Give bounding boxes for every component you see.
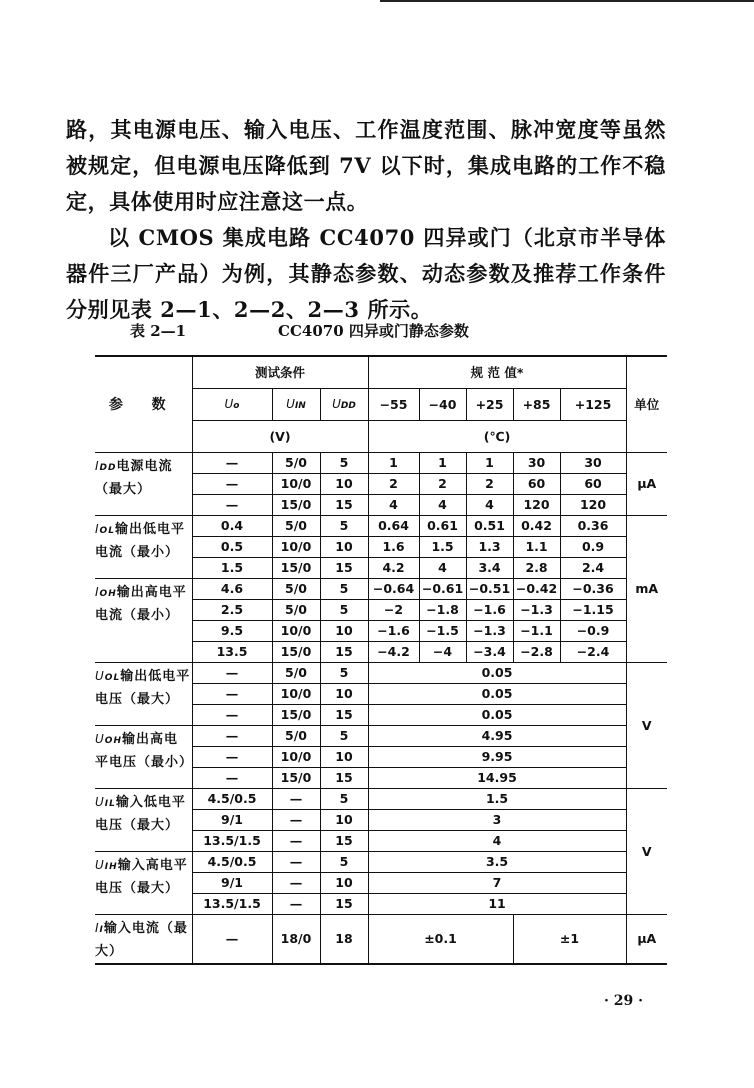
cond-cell-udd: 10 <box>320 621 368 642</box>
value-cell: 1.1 <box>513 537 560 558</box>
value-cell: −4 <box>419 642 466 663</box>
cond-cell-udd: 5 <box>320 852 368 873</box>
param-label <box>95 789 192 852</box>
value-cell-split: ±0.1 <box>368 915 513 965</box>
value-cell: 0.36 <box>560 516 626 537</box>
value-cell: 2.4 <box>560 558 626 579</box>
table-row <box>95 579 667 600</box>
value-cell: 4.2 <box>368 558 419 579</box>
cond-cell-uo: — <box>192 495 272 516</box>
value-cell: 30 <box>513 453 560 474</box>
value-cell: −1.15 <box>560 600 626 621</box>
subscript: I <box>99 925 104 935</box>
cond-cell-uo: 0.4 <box>192 516 272 537</box>
value-cell: 0.64 <box>368 516 419 537</box>
value-cell: −0.51 <box>466 579 513 600</box>
value-cell-merged: 4 <box>368 831 626 852</box>
value-cell-merged: 4.95 <box>368 726 626 747</box>
param-label <box>95 852 192 915</box>
table-number: 表 2—1 <box>130 322 187 340</box>
value-cell: −1.3 <box>466 621 513 642</box>
cond-cell-uo: 4.6 <box>192 579 272 600</box>
value-cell: −1.5 <box>419 621 466 642</box>
cond-cell-udd: 15 <box>320 495 368 516</box>
value-cell-merged: 14.95 <box>368 768 626 789</box>
value-cell: 30 <box>560 453 626 474</box>
cond-cell-uin: 15/0 <box>272 495 320 516</box>
table-row <box>95 789 667 810</box>
cond-cell-uin: 5/0 <box>272 579 320 600</box>
cond-cell-uin: 5/0 <box>272 726 320 747</box>
cond-cell-uin: 18/0 <box>272 915 320 965</box>
value-cell: 0.42 <box>513 516 560 537</box>
cond-cell-udd: 5 <box>320 516 368 537</box>
param-text: 输出低电平电压（最大） <box>95 669 191 707</box>
value-cell: 60 <box>513 474 560 495</box>
cond-cell-udd: 18 <box>320 915 368 965</box>
param-label <box>95 663 192 726</box>
param-text: 电源电流（最大） <box>95 459 173 497</box>
cond-cell-uo: 2.5 <box>192 600 272 621</box>
value-cell: 1 <box>368 453 419 474</box>
value-cell: 1 <box>419 453 466 474</box>
cond-cell-uo: 1.5 <box>192 558 272 579</box>
cond-cell-uin: 10/0 <box>272 747 320 768</box>
cond-cell-uin: — <box>272 789 320 810</box>
value-cell: 4 <box>368 495 419 516</box>
subscript: DD <box>99 463 117 473</box>
unit-header: 单位 <box>626 356 667 453</box>
value-cell: −0.9 <box>560 621 626 642</box>
value-cell-merged: 3.5 <box>368 852 626 873</box>
param-label <box>95 453 192 516</box>
cond-cell-uo: 4.5/0.5 <box>192 852 272 873</box>
symbol: I <box>95 459 100 473</box>
temp-col-header: +85 <box>513 389 560 421</box>
table-row <box>95 516 667 537</box>
cond-cell-uo: 13.5/1.5 <box>192 831 272 852</box>
param-label <box>95 516 192 579</box>
subscript: IN <box>294 400 306 411</box>
param-text: 输入高电平电压（最大） <box>95 858 188 896</box>
value-cell: −1.3 <box>513 600 560 621</box>
value-cell: −0.36 <box>560 579 626 600</box>
cond-cell-uin: 15/0 <box>272 705 320 726</box>
cond-cell-udd: 10 <box>320 873 368 894</box>
cond-cell-uin: 5/0 <box>272 600 320 621</box>
cond-cell-uin: 5/0 <box>272 663 320 684</box>
symbol: U <box>95 858 105 872</box>
symbol: U <box>95 669 105 683</box>
cond-cell-udd: 5 <box>320 579 368 600</box>
unit-cell: μA <box>626 453 667 516</box>
table-row <box>95 726 667 747</box>
cond-cell-udd: 10 <box>320 474 368 495</box>
symbol: U <box>332 396 341 411</box>
table-row <box>95 915 667 965</box>
param-label <box>95 726 192 789</box>
subscript: IH <box>104 862 118 872</box>
value-cell: 4 <box>419 495 466 516</box>
cond-cell-uin: 10/0 <box>272 474 320 495</box>
value-cell-merged: 3 <box>368 810 626 831</box>
subscript: OH <box>104 736 122 746</box>
page-number: · 29 · <box>604 993 643 1009</box>
value-cell: 1.3 <box>466 537 513 558</box>
cond-cell-uin: 5/0 <box>272 516 320 537</box>
cond-cell-udd: 15 <box>320 768 368 789</box>
cond-cell-uin: 15/0 <box>272 558 320 579</box>
value-cell: −1.1 <box>513 621 560 642</box>
cond-cell-uo: — <box>192 663 272 684</box>
cond-cell-uo: 13.5/1.5 <box>192 894 272 915</box>
temp-col-header: +125 <box>560 389 626 421</box>
paragraph-2: 以 CMOS 集成电路 CC4070 四异或门（北京市半导体器件三厂产品）为例，其静态参数、动态参数及推荐工作条件分别见表 2—1、2—2、2—3 所示。 <box>66 225 666 322</box>
spec-table <box>95 355 667 965</box>
cond-cell-udd: 15 <box>320 831 368 852</box>
cond-cell-uo: 13.5 <box>192 642 272 663</box>
cond-cell-uo: 0.5 <box>192 537 272 558</box>
paragraph-1: 路，其电源电压、输入电压、工作温度范围、脉冲宽度等虽然被规定，但电源电压降低到 7V 以下时，集成电路的工作不稳定，具体使用时应注意这一点。 <box>66 117 666 214</box>
value-cell: 60 <box>560 474 626 495</box>
symbol: U <box>95 732 105 746</box>
param-label <box>95 579 192 663</box>
table-row <box>95 852 667 873</box>
value-cell: −0.64 <box>368 579 419 600</box>
cond-cell-udd: 15 <box>320 558 368 579</box>
cond-cell-udd: 5 <box>320 789 368 810</box>
value-cell: 1.5 <box>419 537 466 558</box>
value-cell: −2 <box>368 600 419 621</box>
value-cell-merged: 9.95 <box>368 747 626 768</box>
cond-cell-uo: — <box>192 768 272 789</box>
value-cell-merged: 0.05 <box>368 684 626 705</box>
value-cell: 1.6 <box>368 537 419 558</box>
subscript: OH <box>99 589 117 599</box>
symbol: U <box>286 396 295 411</box>
param-text: 输入低电平电压（最大） <box>95 795 186 833</box>
value-cell: 4 <box>466 495 513 516</box>
value-cell: −1.6 <box>368 621 419 642</box>
temp-col-header: +25 <box>466 389 513 421</box>
unit-cell: V <box>626 789 667 915</box>
cond-cell-uin: 15/0 <box>272 642 320 663</box>
subscript: OL <box>99 526 115 536</box>
cond-cell-uo: 9/1 <box>192 873 272 894</box>
value-cell: 0.51 <box>466 516 513 537</box>
cond-cell-uo: 9.5 <box>192 621 272 642</box>
value-cell: −1.8 <box>419 600 466 621</box>
cond-cell-uo: — <box>192 474 272 495</box>
unit-cell: μA <box>626 915 667 965</box>
value-cell-merged: 0.05 <box>368 663 626 684</box>
cond-cell-uin: 10/0 <box>272 684 320 705</box>
value-cell: 1 <box>466 453 513 474</box>
unit-cell: mA <box>626 516 667 663</box>
table-row <box>95 453 667 474</box>
value-cell: −1.6 <box>466 600 513 621</box>
param-header: 参 数 <box>95 356 192 453</box>
symbol: U <box>224 396 234 411</box>
value-cell: 2.8 <box>513 558 560 579</box>
cond-cell-udd: 15 <box>320 894 368 915</box>
cond-cell-uin: — <box>272 810 320 831</box>
cond-cell-uo: — <box>192 684 272 705</box>
value-cell: −4.2 <box>368 642 419 663</box>
value-cell-merged: 7 <box>368 873 626 894</box>
cond-cell-udd: 5 <box>320 663 368 684</box>
symbol: I <box>95 921 100 935</box>
table-title: CC4070 四异或门静态参数 <box>278 322 469 340</box>
cond-cell-uo: — <box>192 747 272 768</box>
cond-cell-udd: 5 <box>320 726 368 747</box>
cond-cell-udd: 10 <box>320 684 368 705</box>
temp-unit: (℃) <box>368 421 626 453</box>
cond-cell-uo: — <box>192 726 272 747</box>
param-text: 输出高电平电压（最小） <box>95 732 194 770</box>
param-text: 输入电流（最大） <box>95 921 188 959</box>
cond-cell-udd: 10 <box>320 747 368 768</box>
param-text: 输出高电平电流（最小） <box>95 585 187 623</box>
symbol: I <box>95 522 100 536</box>
subscript: OL <box>104 673 121 683</box>
cond-cell-uin: 10/0 <box>272 537 320 558</box>
subscript: DD <box>340 400 356 411</box>
cond-cell-uin: 15/0 <box>272 768 320 789</box>
cond-cell-udd: 10 <box>320 537 368 558</box>
symbol: I <box>95 585 100 599</box>
value-cell: 2 <box>466 474 513 495</box>
temp-col-header: −40 <box>419 389 466 421</box>
value-cell: 2 <box>368 474 419 495</box>
cond-cell-udd: 10 <box>320 810 368 831</box>
cond-cell-udd: 5 <box>320 453 368 474</box>
value-cell: 2 <box>419 474 466 495</box>
value-cell: −3.4 <box>466 642 513 663</box>
top-rule <box>380 0 754 2</box>
unit-cell: V <box>626 663 667 789</box>
cond-cell-uin: — <box>272 894 320 915</box>
value-cell-split: ±1 <box>513 915 626 965</box>
symbol: U <box>95 795 105 809</box>
table-row <box>95 663 667 684</box>
param-text: 输出低电平电流（最小） <box>95 522 185 560</box>
cond-col-header <box>320 389 368 421</box>
value-cell: −2.4 <box>560 642 626 663</box>
cond-cell-udd: 15 <box>320 642 368 663</box>
value-cell: 0.9 <box>560 537 626 558</box>
test-conditions-header: 测试条件 <box>192 356 368 389</box>
cond-cell-uin: — <box>272 852 320 873</box>
cond-col-header <box>272 389 320 421</box>
cond-cell-uin: — <box>272 831 320 852</box>
value-cell: 120 <box>560 495 626 516</box>
value-cell-merged: 1.5 <box>368 789 626 810</box>
value-cell: −0.61 <box>419 579 466 600</box>
spec-values-header: 规 范 值* <box>368 356 626 389</box>
cond-cell-uo: 9/1 <box>192 810 272 831</box>
temp-col-header: −55 <box>368 389 419 421</box>
value-cell: 3.4 <box>466 558 513 579</box>
subscript: IL <box>104 799 116 809</box>
value-cell-merged: 0.05 <box>368 705 626 726</box>
cond-cell-uin: — <box>272 873 320 894</box>
cond-col-header <box>192 389 272 421</box>
subscript: o <box>233 400 240 411</box>
cond-cell-uin: 10/0 <box>272 621 320 642</box>
value-cell: 0.61 <box>419 516 466 537</box>
cond-cell-uo: — <box>192 705 272 726</box>
cond-cell-uo: — <box>192 453 272 474</box>
param-label <box>95 915 192 965</box>
value-cell-merged: 11 <box>368 894 626 915</box>
value-cell: 120 <box>513 495 560 516</box>
cond-cell-uin: 5/0 <box>272 453 320 474</box>
value-cell: −2.8 <box>513 642 560 663</box>
cond-unit: (V) <box>192 421 368 453</box>
cond-cell-uo: 4.5/0.5 <box>192 789 272 810</box>
cond-cell-uo: — <box>192 915 272 965</box>
value-cell: 4 <box>419 558 466 579</box>
cond-cell-udd: 5 <box>320 600 368 621</box>
value-cell: −0.42 <box>513 579 560 600</box>
cond-cell-udd: 15 <box>320 705 368 726</box>
